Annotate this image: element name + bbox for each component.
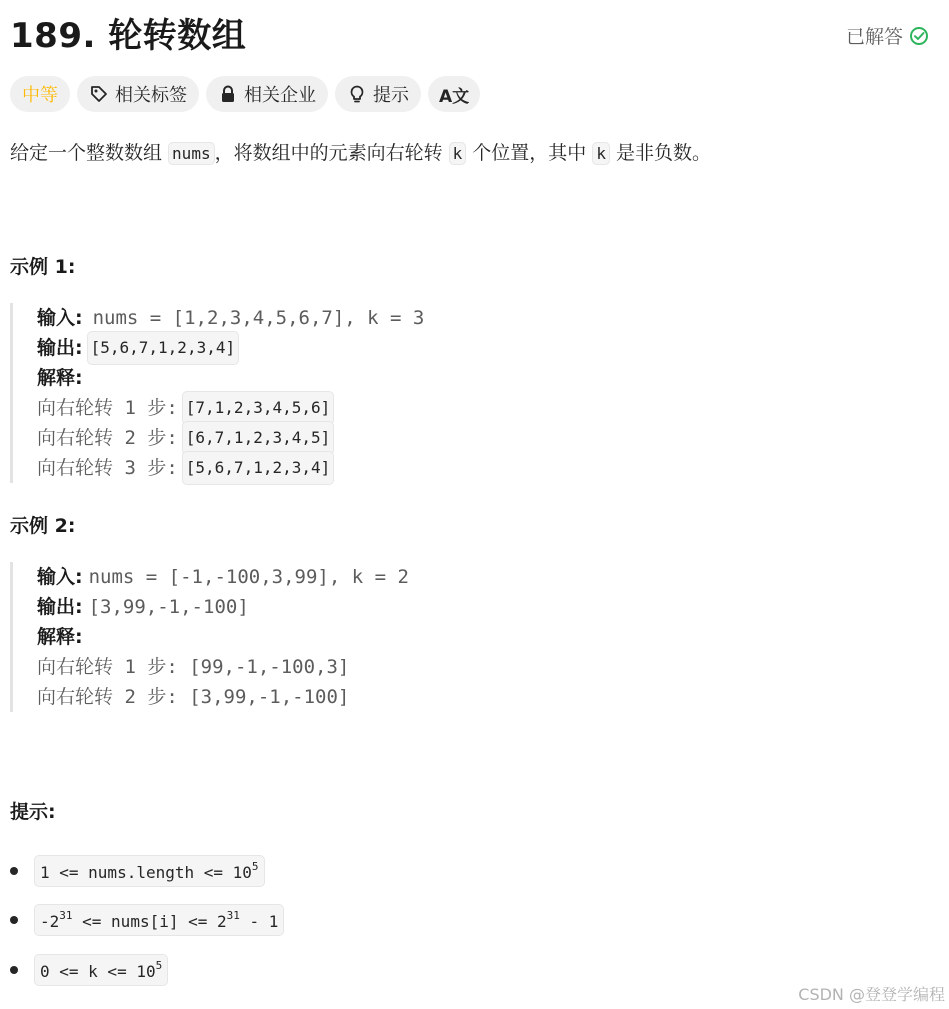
- problem-title: 189. 轮转数组: [10, 16, 247, 56]
- hint-button[interactable]: [335, 76, 421, 112]
- example-1-step: [37, 423, 424, 453]
- constraint-item: [10, 896, 284, 946]
- constraint-text: -2: [40, 912, 60, 932]
- example-1-step: [37, 453, 424, 483]
- tag-icon: [89, 84, 109, 104]
- step-value: [6,7,1,2,3,4,5]: [182, 421, 335, 455]
- constraint-exponent: 5: [251, 859, 259, 873]
- example-2-step: [37, 682, 409, 712]
- step-text: 向右轮转 3 步:: [37, 457, 178, 479]
- desc-text-2: ，将数组中的元素向右轮转: [214, 142, 449, 164]
- constraint-item: [10, 945, 284, 995]
- desc-text-4: 是非负数。: [610, 142, 712, 164]
- example-1-explain: [37, 363, 424, 393]
- translate-icon: A文: [439, 86, 470, 107]
- step-value: [5,6,7,1,2,3,4]: [182, 451, 335, 485]
- tag-bar: [10, 76, 480, 112]
- title-row: [10, 8, 929, 54]
- code-nums: nums: [168, 142, 215, 165]
- output-label: 输出:: [37, 596, 83, 618]
- check-circle-icon: [909, 26, 929, 46]
- topics-tag-label: 相关标签: [115, 85, 187, 106]
- example-1-step: [37, 393, 424, 423]
- constraint-exponent: 31: [226, 909, 240, 923]
- constraint-text: 0 <= k <= 10: [40, 961, 156, 981]
- code-k: k: [449, 142, 467, 165]
- step-text: 向右轮转 1 步:: [37, 397, 178, 419]
- bullet-dot: [10, 966, 18, 974]
- example-2-input: [37, 562, 409, 592]
- step-text: 向右轮转 1 步: [99,-1,-100,3]: [37, 656, 350, 678]
- example-1-output: [37, 333, 424, 363]
- translate-button[interactable]: [428, 76, 480, 112]
- constraint-text: <= nums[i] <= 2: [72, 912, 227, 932]
- constraint-item: [10, 846, 284, 896]
- example-2-explain: [37, 622, 409, 652]
- companies-tag-button[interactable]: [206, 76, 328, 112]
- constraint-text: 1 <= nums.length <= 10: [40, 862, 252, 882]
- lock-icon: [218, 84, 238, 104]
- constraint-text: - 1: [239, 912, 279, 932]
- example-2-heading: 示例 2:: [10, 515, 76, 537]
- solved-status: [846, 22, 929, 49]
- explain-label: 解释:: [37, 367, 83, 389]
- difficulty-badge[interactable]: 中等: [10, 76, 70, 112]
- problem-description: [10, 139, 711, 168]
- input-label: 输入:: [37, 307, 83, 329]
- example-2-step: [37, 652, 409, 682]
- constraint-code: [34, 904, 284, 936]
- code-k-2: k: [592, 142, 610, 165]
- constraint-code: [34, 855, 265, 887]
- output-label: 输出:: [37, 337, 83, 359]
- example-2-block: [10, 562, 409, 712]
- step-text: 向右轮转 2 步:: [37, 427, 178, 449]
- topics-tag-button[interactable]: [77, 76, 199, 112]
- example-2-output: [37, 592, 409, 622]
- constraint-exponent: 31: [59, 909, 73, 923]
- output-value: [5,6,7,1,2,3,4]: [87, 331, 240, 365]
- constraints-heading: 提示:: [10, 801, 56, 823]
- bullet-dot: [10, 867, 18, 875]
- output-value: [3,99,-1,-100]: [88, 596, 249, 618]
- solved-label: 已解答: [845, 26, 903, 48]
- input-label: 输入:: [37, 566, 83, 588]
- constraints-list: [10, 846, 284, 995]
- constraint-exponent: 5: [155, 958, 163, 972]
- lightbulb-icon: [347, 84, 367, 104]
- desc-text-3: 个位置，其中: [466, 142, 593, 164]
- hint-label: 提示: [373, 85, 409, 106]
- example-1-input: [37, 303, 424, 333]
- step-text: 向右轮转 2 步: [3,99,-1,-100]: [37, 686, 350, 708]
- step-value: [7,1,2,3,4,5,6]: [182, 391, 335, 425]
- example-1-block: [10, 303, 424, 483]
- input-value: nums = [-1,-100,3,99], k = 2: [88, 566, 409, 588]
- input-value: nums = [1,2,3,4,5,6,7], k = 3: [92, 307, 425, 329]
- desc-text-1: 给定一个整数数组: [10, 142, 169, 164]
- explain-label: 解释:: [37, 626, 83, 648]
- bullet-dot: [10, 916, 18, 924]
- example-1-heading: 示例 1:: [10, 256, 76, 278]
- companies-tag-label: 相关企业: [244, 85, 316, 106]
- watermark: CSDN @登登学编程: [798, 985, 945, 1004]
- constraint-code: [34, 954, 168, 986]
